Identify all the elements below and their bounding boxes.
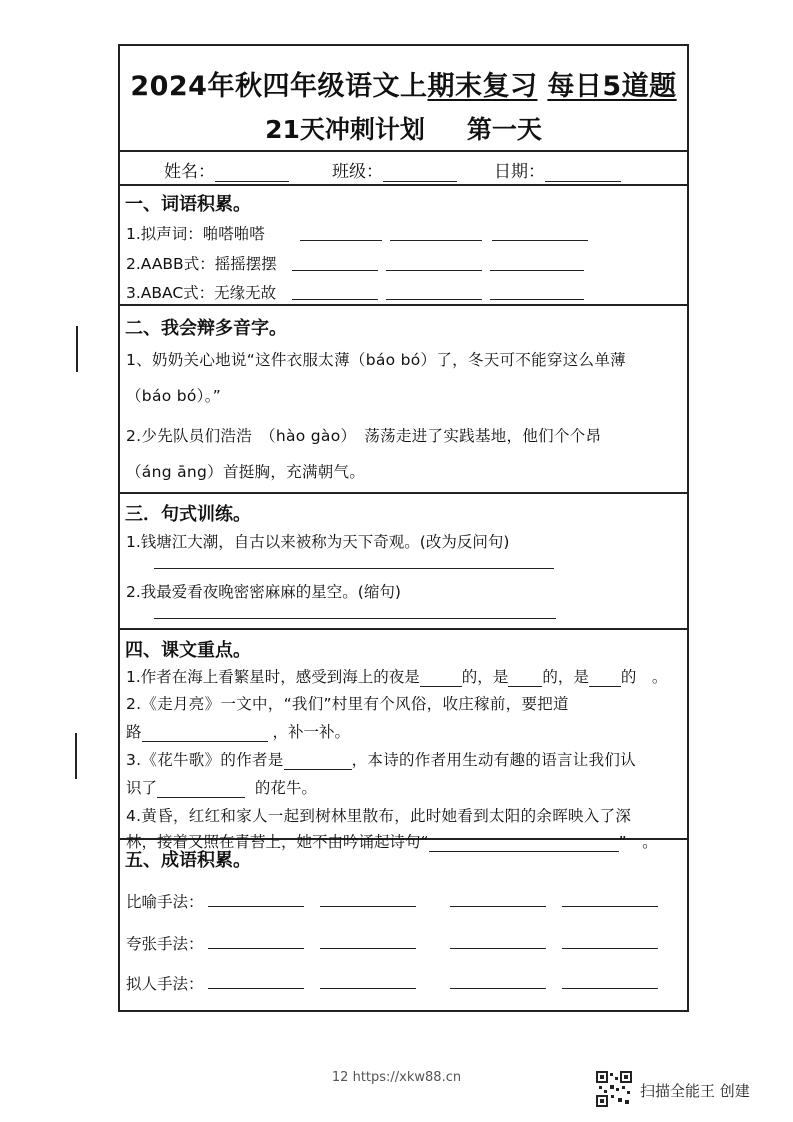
scanner-watermark: 扫描全能王 创建	[640, 1082, 750, 1100]
s2-question-2-line-2: （áng āng）首挺胸，充满朝气。	[126, 463, 366, 481]
class-field[interactable]	[332, 157, 457, 182]
exaggeration-label: 夸张手法：	[126, 935, 204, 953]
section-polyphonic	[120, 306, 687, 494]
subtitle-day: 第一天	[466, 115, 542, 144]
answer-line[interactable]	[292, 299, 378, 300]
answer-line[interactable]	[450, 906, 546, 907]
answer-line[interactable]	[562, 948, 658, 949]
blank[interactable]	[508, 672, 542, 687]
worksheet	[118, 44, 689, 1012]
name-blank[interactable]	[215, 167, 289, 182]
s4-q1-part-c: 的，是	[542, 668, 589, 686]
s1-question-3: 3.ABAC式：无缘无故	[126, 284, 277, 302]
s4-question-1	[126, 665, 667, 687]
section-2-title: 二、我会辩多音字。	[125, 318, 287, 339]
s4-q1-part-b: 的，是	[461, 668, 509, 686]
answer-line[interactable]	[450, 988, 546, 989]
answer-line[interactable]	[208, 906, 304, 907]
section-word-accumulation	[120, 184, 687, 306]
s4-q2-part-a: 路	[126, 723, 142, 741]
answer-line[interactable]	[208, 948, 304, 949]
qr-code-icon	[596, 1071, 632, 1107]
answer-line[interactable]	[490, 299, 584, 300]
section-key-points	[120, 630, 687, 851]
s3-question-1: 1.钱塘江大潮，自古以来被称为天下奇观。(改为反问句)	[126, 533, 510, 551]
section-1-title: 一、词语积累。	[125, 194, 251, 215]
answer-line[interactable]	[562, 906, 658, 907]
answer-line[interactable]	[154, 618, 556, 619]
s4-q3-part-c: 识了	[126, 779, 158, 797]
name-field[interactable]	[164, 157, 289, 182]
title-part1: 2024年秋四年级语文上	[130, 71, 428, 102]
blank[interactable]	[284, 755, 352, 770]
section-idioms	[120, 840, 687, 1010]
s4-q2-part-b: ，补一补。	[272, 723, 350, 741]
answer-line[interactable]	[154, 568, 554, 569]
s2-question-1-line-2: （báo bó）。”	[126, 387, 222, 405]
answer-line[interactable]	[490, 270, 584, 271]
date-label: 日期：	[494, 162, 545, 182]
personification-label: 拟人手法：	[126, 975, 204, 993]
blank[interactable]	[420, 672, 462, 687]
binding-mark	[75, 733, 77, 779]
blank[interactable]	[157, 783, 245, 798]
s4-q4-part-b: ” 。	[618, 833, 658, 851]
answer-line[interactable]	[208, 988, 304, 989]
title-part2: 期末复习	[427, 71, 538, 102]
info-row	[120, 150, 687, 186]
section-sentence-training	[120, 494, 687, 630]
answer-line[interactable]	[450, 948, 546, 949]
s1-question-2: 2.AABB式：摇摇摆摆	[126, 255, 277, 273]
s4-q1-part-d: 的 。	[620, 668, 668, 686]
blank[interactable]	[589, 672, 621, 687]
s4-question-4-line-1: 4.黄昏，红红和家人一起到树林里散布，此时她看到太阳的余晖映入了深	[126, 807, 632, 825]
answer-line[interactable]	[320, 988, 416, 989]
blank[interactable]	[142, 727, 268, 742]
answer-line[interactable]	[320, 948, 416, 949]
s4-q3-part-a: 3.《花牛歌》的作者是	[126, 751, 284, 769]
s4-question-3-line-2	[126, 776, 317, 798]
answer-line[interactable]	[492, 240, 588, 241]
s4-question-2-line-2	[126, 720, 350, 742]
s2-question-2-line-1: 2.少先队员们浩浩 （hào gào） 荡荡走进了实践基地，他们个个昂	[126, 427, 602, 445]
date-field[interactable]	[494, 157, 621, 182]
page-subtitle	[120, 110, 687, 146]
answer-line[interactable]	[300, 240, 382, 241]
answer-line[interactable]	[386, 270, 482, 271]
footer-url[interactable]: 12 https://xkw88.cn	[331, 1070, 462, 1085]
answer-line[interactable]	[562, 988, 658, 989]
section-5-title: 五、成语积累。	[125, 850, 251, 871]
s4-q3-part-d: 的花牛。	[254, 779, 317, 797]
class-blank[interactable]	[383, 167, 457, 182]
title-box	[120, 46, 687, 152]
answer-line[interactable]	[292, 270, 378, 271]
s1-question-1: 1.拟声词：啪嗒啪嗒	[126, 225, 265, 243]
section-3-title: 三．句式训练。	[125, 504, 251, 525]
metaphor-label: 比喻手法：	[126, 893, 204, 911]
title-part3: 每日5道题	[547, 71, 677, 102]
s2-question-1-line-1: 1、奶奶关心地说“这件衣服太薄（báo bó）了，冬天可不能穿这么单薄	[126, 351, 626, 369]
s4-question-3-line-1	[126, 748, 636, 770]
binding-mark	[76, 326, 78, 372]
subtitle-plan: 21天冲刺计划	[265, 115, 425, 144]
answer-line[interactable]	[386, 299, 482, 300]
s4-question-2-line-1: 2.《走月亮》一文中，“我们”村里有个风俗，收庄稼前，要把道	[126, 695, 569, 713]
s4-q3-part-b: ，本诗的作者用生动有趣的语言让我们认	[351, 751, 636, 769]
page-title	[120, 64, 687, 103]
s3-question-2: 2.我最爱看夜晚密密麻麻的星空。(缩句)	[126, 583, 401, 601]
class-label: 班级：	[332, 162, 383, 182]
s4-q1-part-a: 1.作者在海上看繁星时，感受到海上的夜是	[126, 668, 420, 686]
date-blank[interactable]	[545, 167, 621, 182]
s4-q4-part-a: 林，接着又照在青苔上，她不由吟诵起诗句“	[126, 833, 429, 851]
name-label: 姓名：	[164, 162, 215, 182]
answer-line[interactable]	[390, 240, 482, 241]
section-4-title: 四、课文重点。	[125, 640, 251, 661]
answer-line[interactable]	[320, 906, 416, 907]
